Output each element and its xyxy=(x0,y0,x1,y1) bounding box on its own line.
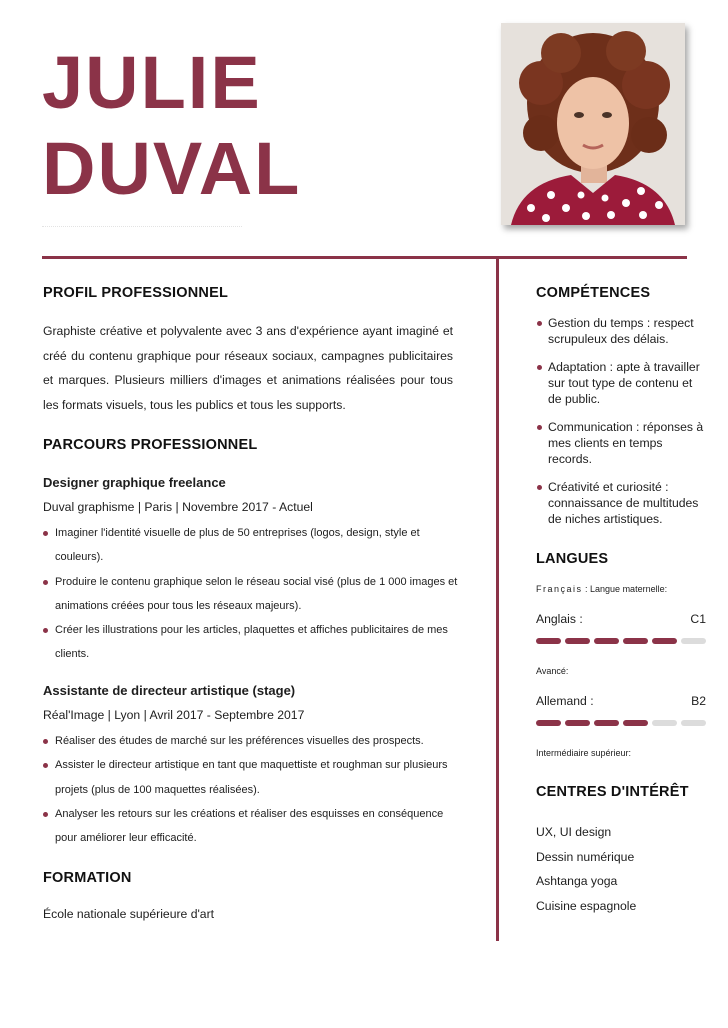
rating-pill-filled xyxy=(652,638,677,644)
languages-title: LANGUES xyxy=(536,551,609,567)
job-title: Designer graphique freelance xyxy=(43,475,226,490)
language-note: Avancé: xyxy=(536,666,569,676)
interest-item: Ashtanga yoga xyxy=(536,874,618,888)
job-bullet: Réaliser des études de marché sur les préférences visuelles des prospects. xyxy=(43,729,463,753)
experience-title: PARCOURS PROFESSIONNEL xyxy=(43,437,258,453)
skills-list xyxy=(536,315,708,539)
skills-title: COMPÉTENCES xyxy=(536,285,651,301)
profile-title: PROFIL PROFESSIONNEL xyxy=(43,285,229,301)
skill-item: Adaptation : apte à travailler sur tout type de contenu et de public. xyxy=(536,359,708,407)
language-rating xyxy=(536,720,706,726)
job-bullet: Analyser les retours sur les créations et réaliser des esquisses en conséquence pour améliorer leur efficacité. xyxy=(43,802,463,851)
job-meta: Duval graphisme | Paris | Novembre 2017 - Actuel xyxy=(43,500,313,514)
interest-item: UX, UI design xyxy=(536,825,612,839)
job-bullet: Produire le contenu graphique selon le réseau social visé (plus de 1 000 images et animations créées pour tous les réseaux majeurs). xyxy=(43,570,463,619)
education-school: École nationale supérieure d'art xyxy=(43,907,215,921)
vertical-divider xyxy=(496,259,499,941)
native-language-name: Français xyxy=(536,584,583,594)
candidate-name xyxy=(42,40,301,212)
profile-text: Graphiste créative et polyvalente avec 3 ans d'expérience ayant imaginé et créé du contenu graphique pour réseaux sociaux, campagnes publicitaires et marques. Plusieurs milliers d'images et animations réalisées pour tous les formats visuels, tous les publics et tous les supports. xyxy=(43,324,453,412)
interests-list xyxy=(536,820,636,918)
job-meta: Réal'Image | Lyon | Avril 2017 - Septembre 2017 xyxy=(43,708,305,722)
rating-pill-filled xyxy=(536,720,561,726)
language-level: B2 xyxy=(691,694,706,708)
interest-item: Dessin numérique xyxy=(536,849,635,864)
subtitle-placeholder xyxy=(42,226,242,233)
rating-pill-empty xyxy=(681,638,706,644)
language-row xyxy=(536,612,706,626)
rating-pill-filled xyxy=(565,720,590,726)
job-bullet: Imaginer l'identité visuelle de plus de 50 entreprises (logos, design, style et couleurs). xyxy=(43,521,463,570)
skill-item: Gestion du temps : respect scrupuleux des délais. xyxy=(536,315,708,347)
language-row xyxy=(536,694,706,708)
job-bullets xyxy=(43,729,463,850)
rating-pill-empty xyxy=(652,720,677,726)
rating-pill-filled xyxy=(594,720,619,726)
portrait-photo xyxy=(501,23,685,225)
rating-pill-filled xyxy=(594,638,619,644)
rating-pill-filled xyxy=(623,720,648,726)
language-note: Intermédiaire supérieur: xyxy=(536,748,632,758)
language-level: C1 xyxy=(690,612,706,626)
native-language xyxy=(536,584,667,594)
language-name: Allemand : xyxy=(536,694,594,708)
rating-pill-filled xyxy=(536,638,561,644)
language-rating xyxy=(536,638,706,644)
skill-item: Communication : réponses à mes clients en temps records. xyxy=(536,419,708,467)
portrait-photo-icon xyxy=(501,23,685,225)
last-name: DUVAL xyxy=(42,127,302,210)
native-language-note: : Langue maternelle: xyxy=(585,584,668,594)
horizontal-divider xyxy=(42,256,687,259)
rating-pill-empty xyxy=(681,720,706,726)
job-bullet: Créer les illustrations pour les articles, plaquettes et affiches publicitaires de mes clients. xyxy=(43,618,463,667)
language-name: Anglais : xyxy=(536,612,583,626)
rating-pill-filled xyxy=(565,638,590,644)
interest-item: Cuisine espagnole xyxy=(536,898,637,913)
job-title: Assistante de directeur artistique (stage) xyxy=(43,683,296,698)
interests-title: CENTRES D'INTÉRÊT xyxy=(536,784,689,800)
job-bullets xyxy=(43,521,463,667)
skill-item: Créativité et curiosité : connaissance de multitudes de niches artistiques. xyxy=(536,479,708,527)
first-name: JULIE xyxy=(42,41,262,124)
education-title: FORMATION xyxy=(43,870,132,886)
rating-pill-filled xyxy=(623,638,648,644)
job-bullet: Assister le directeur artistique en tant que maquettiste et roughman sur plusieurs projets (plus de 100 maquettes réalisées). xyxy=(43,753,463,802)
